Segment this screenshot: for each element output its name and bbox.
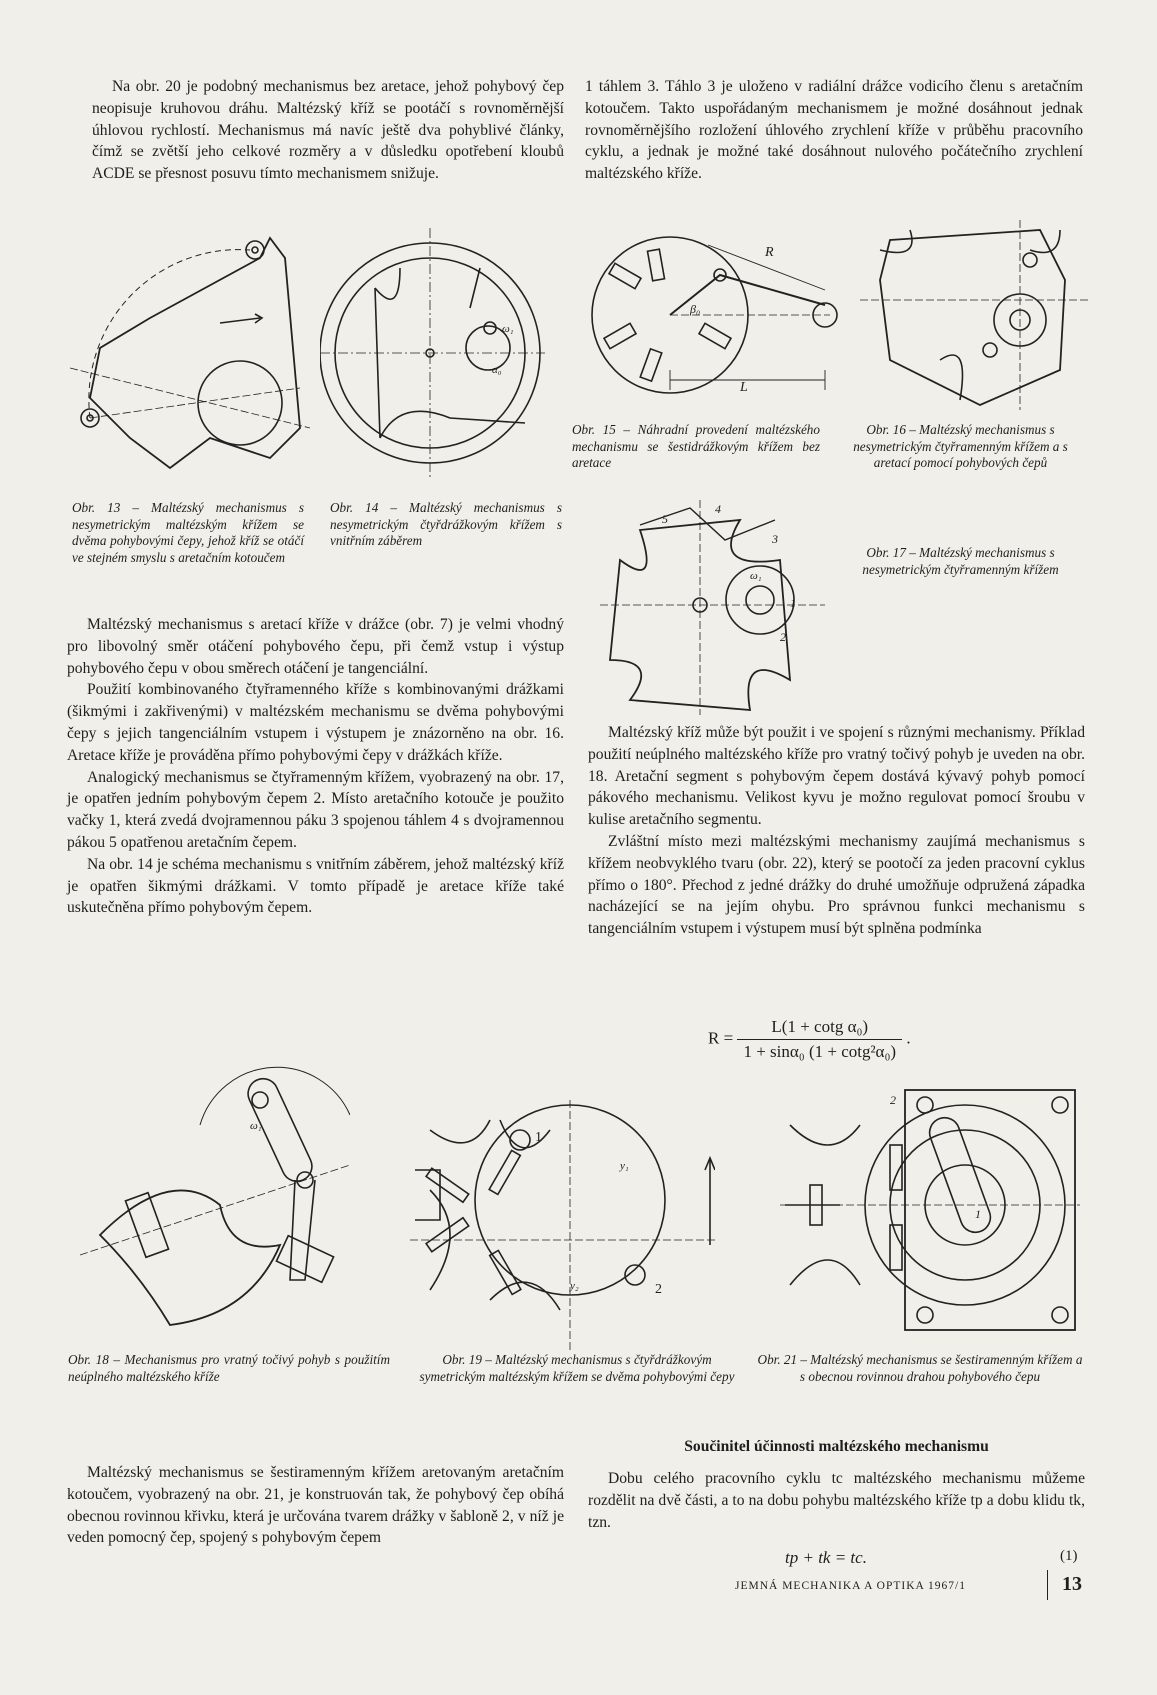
paragraph: Analogický mechanismus se čtyřramenným křížem, vyobrazený na obr. 17, je opatřen jedním pohybovým čepem 2. Místo aretačního kotouče je použito vačky 1, která zvedá dvojramennou páku 3 spojenou táhlem 4 s dvojramennou pákou 5 opatřenou aretačním čepem. (67, 768, 564, 851)
label-4: 4 (715, 502, 721, 516)
paragraph: Dobu celého pracovního cyklu tc maltézského mechanismu můžeme rozdělit na dvě části, a to na dobu pohybu maltézského kříže tp a dobu klidu tk, tzn. (588, 1470, 1085, 1531)
right-mid-text (588, 722, 1085, 940)
caption-obr14: Obr. 14 – Maltézský mechanismus s nesymetrickým čtyřdrážkovým křížem s vnitřním záběrem (330, 500, 562, 548)
label-L: L (740, 380, 748, 395)
figure-16 (860, 220, 1090, 410)
equation-denominator: 1 + sinα₀ (1 + cotg²α₀) (743, 1042, 897, 1061)
equation-numerator: L(1 + cotg α₀) (737, 1017, 902, 1040)
figure-15 (590, 230, 840, 410)
label-2: 2 (655, 1282, 662, 1297)
figure-17 (600, 500, 825, 715)
right-top-text (585, 76, 1083, 185)
equation-number: (1) (1060, 1548, 1078, 1564)
left-mid-text (67, 614, 564, 919)
label-3: 3 (772, 532, 778, 546)
caption-obr21: Obr. 21 – Maltézský mechanismus se šestiramenným křížem a s obecnou rovinnou drahou pohybového čepu (757, 1352, 1083, 1384)
figure-21 (780, 1085, 1080, 1340)
paragraph: Na obr. 14 je schéma mechanismu s vnitřním záběrem, jehož maltézský kříž je opatřen šikmými drážkami. V tomto případě je aretace kříže také uskutečněna přímo pohybovým čepem. (67, 855, 564, 917)
figure-14 (320, 228, 545, 490)
figure-18 (80, 1055, 350, 1355)
equation (708, 1017, 911, 1062)
figure-19 (410, 1100, 715, 1350)
paragraph: Na obr. 20 je podobný mechanismus bez aretace, jehož pohybový čep neopisuje kruhovou dráhu. Maltézský kříž se pootáčí s rovnoměrnější úhlovou rychlostí. Mechanismus má navíc ještě dva pohyblivé články, čímž se zvětší jeho celkové rozměry a v důsledku opotřebení kloubů ACDE se přesnost posuvu tímto mechanismem snižuje. (92, 78, 564, 183)
label-omega: ω₁ (250, 1120, 262, 1132)
section-heading: Součinitel účinnosti maltézského mechanismu (684, 1438, 989, 1455)
page-number: 13 (1062, 1573, 1082, 1595)
label-y2: y₂ (570, 1280, 579, 1292)
caption-obr13: Obr. 13 – Maltézský mechanismus s nesymetrickým maltézským křížem se dvěma pohybovými čepy, jehož kříž se otáčí ve stejném smyslu s aretačním kotoučem (72, 500, 304, 565)
paragraph: Maltézský mechanismus se šestiramenným křížem aretovaným aretačním kotoučem, vyobrazený na obr. 21, je konstruován tak, že pohybový čep obíhá obecnou rovinnou křivku, která je určována tvarem drážky v šabloně 2, v níž je veden pomocný čep, spojený s pohybovým čepem (67, 1464, 564, 1547)
caption-obr15: Obr. 15 – Náhradní provedení maltézského mechanismu se šestidrážkovým křížem bez aretace (572, 422, 820, 470)
caption-obr17: Obr. 17 – Maltézský mechanismus s nesymetrickým čtyřramenným křížem (862, 545, 1059, 577)
paragraph: Použití kombinovaného čtyřramenného kříže s kombinovanými drážkami (šikmými i zakřivenými) v maltézském mechanismu se dvěma pohybovými čepy s jejich tangenciálním vstupem i výstupem je znázorněno na obr. 16. Aretace kříže je prováděna přímo pohybovými čepy v drážkách kříže. (67, 681, 564, 764)
journal-footer: JEMNÁ MECHANIKA A OPTIKA 1967/1 (735, 1580, 966, 1592)
label-R: R (765, 245, 774, 260)
paragraph: Zvláštní místo mezi maltézskými mechanismy zaujímá mechanismus s křížem neobvyklého tvaru (obr. 22), který se pootočí za jeden pracovní cyklus přímo o 180°. Přechod z jedné drážky do druhé umožňuje odpružená západka nacházející se na jejím ohybu. Pro správnou funkci mechanismu s tangenciálním vstupem i výstupem musí být splněna podmínka (588, 832, 1085, 938)
caption-obr18: Obr. 18 – Mechanismus pro vratný točivý pohyb s použitím neúplného maltézského kříže (68, 1352, 390, 1384)
paragraph: 1 táhlem 3. Táhlo 3 je uloženo v radiální drážce vodicího členu s aretačním kotoučem. Takto uspořádaným mechanismem je možné dosáhnout jednak rovnoměrnějšího rozložení úhlového zrychlení kříže v průběhu pracovního cyklu, a jednak je možné také dosáhnout nulového počátečního zrychlení maltézského kříže. (585, 78, 1083, 183)
label-alpha: α₀ (492, 364, 502, 376)
equation-tail: . (906, 1028, 911, 1048)
left-bottom-text (67, 1462, 564, 1549)
label-omega: ω₁ (750, 570, 762, 582)
paragraph: Maltézský kříž může být použit i ve spojení s různými mechanismy. Příklad použití neúplného maltézského kříže pro vratný točivý pohyb je uveden na obr. 18. Aretační segment s pohybovým čepem dostává kývavý pohyb pomocí pákového mechanismu. Velikost kyvu je možno regulovat pomocí šroubu v kulise aretačního segmentu. (588, 724, 1085, 829)
label-beta: β₀ (690, 302, 701, 316)
paragraph: Maltézský mechanismus s aretací kříže v drážce (obr. 7) je velmi vhodný pro libovolný směr otáčení pohybového čepu, při čemž vstup i výstup pohybového čepu v obou směrech otáčení je tangenciální. (67, 616, 564, 677)
figure-13 (70, 228, 310, 488)
caption-obr19: Obr. 19 – Maltézský mechanismus s čtyřdrážkovým symetrickým maltézským křížem se dvěma pohybovými čepy (419, 1352, 735, 1384)
label-1: 1 (790, 596, 796, 610)
footer-divider (1047, 1570, 1048, 1600)
label-y1: y₁ (620, 1160, 629, 1172)
label-2: 2 (890, 1093, 896, 1107)
label-5: 5 (662, 512, 668, 526)
label-2: 2 (780, 630, 786, 644)
label-1: 1 (975, 1207, 981, 1221)
label-1: 1 (535, 1130, 542, 1145)
equation-lhs: R = (708, 1028, 734, 1048)
label-omega: ω₁ (502, 323, 514, 335)
left-top-text (92, 76, 564, 185)
right-bottom-text (588, 1468, 1085, 1533)
caption-obr16: Obr. 16 – Maltézský mechanismus s nesymetrickým čtyřramenným křížem a s aretací pomocí pohybových čepů (853, 422, 1068, 470)
equation-1: tp + tk = tc. (785, 1548, 867, 1567)
